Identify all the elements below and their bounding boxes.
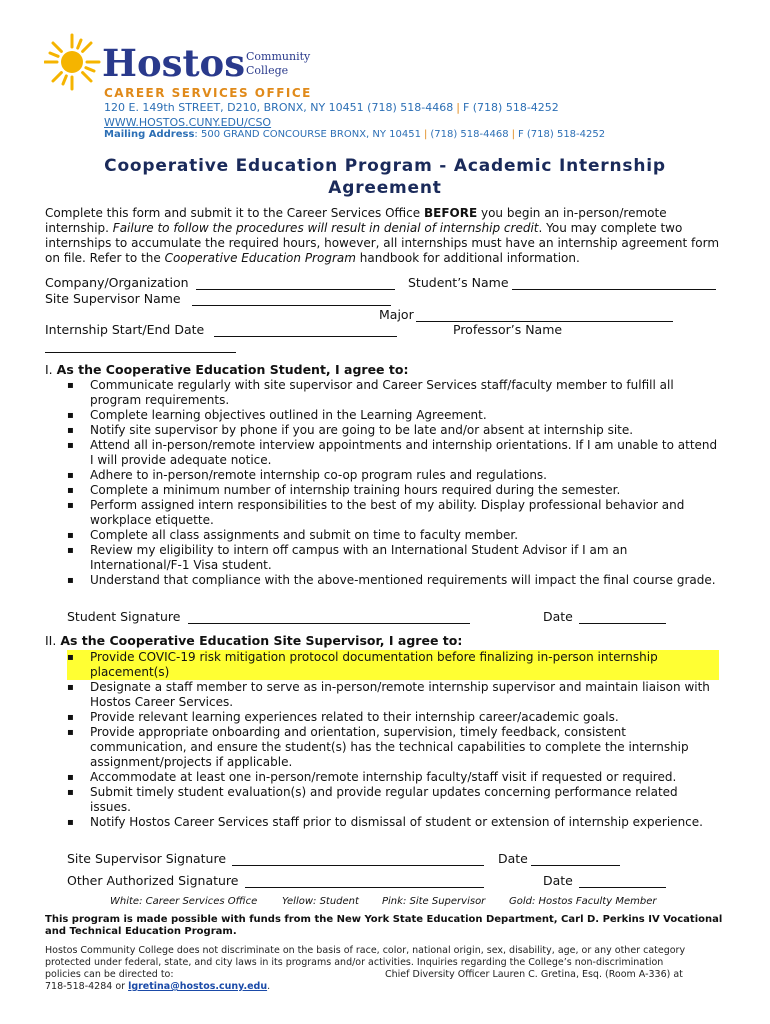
title-line-2: Agreement [328, 178, 442, 198]
notice-text: Chief Diversity Officer Lauren C. Gretina, Esq. (Room A-336) at [385, 969, 683, 980]
major-label: Major [379, 307, 414, 322]
notice-text: . [267, 981, 271, 992]
intro-before: BEFORE [423, 206, 478, 220]
list-item: ▪ Communicate regularly with site supervisor and Career Services staff/faculty member to fulfill all program requirements. [67, 378, 719, 408]
internship-dates-input[interactable] [214, 335, 397, 337]
list-item: ▪ Understand that compliance with the above-mentioned requirements will impact the final course grade. [67, 573, 719, 588]
mailing-address [104, 129, 605, 140]
section-1-heading [45, 362, 408, 377]
office-website-link[interactable]: WWW.HOSTOS.CUNY.EDU/CSO [104, 116, 272, 129]
mailing-address-value: : 500 GRAND CONCOURSE BRONX, NY 10451 [194, 129, 421, 140]
list-item: ▪ Review my eligibility to intern off campus with an International Student Advisor if I am an International/F-1 Visa student. [67, 543, 719, 573]
logo-sub-college: College [246, 64, 289, 77]
copy-white: White: Career Services Office [110, 896, 258, 907]
list-item: ▪ Accommodate at least one in-person/remote internship faculty/staff visit if requested or required. [67, 770, 719, 785]
section-heading-text: As the Cooperative Education Site Supervisor, I agree to: [60, 633, 463, 648]
separator: | [423, 129, 428, 140]
internship-dates-label: Internship Start/End Date [45, 322, 205, 337]
student-date-input[interactable] [579, 622, 666, 624]
professor-name-input[interactable] [45, 351, 236, 353]
mailing-phone: (718) 518-4468 [430, 129, 509, 140]
section-2-heading [45, 633, 462, 648]
title-line-1: Cooperative Education Program - Academic Internship [104, 156, 666, 176]
mailing-address-label: Mailing Address [104, 129, 195, 140]
list-item: ▪ Designate a staff member to serve as in-person/remote internship supervisor and maintain liaison with Hostos Career Services. [67, 680, 719, 710]
supervisor-agreement-list [67, 650, 719, 830]
separator: | [511, 129, 515, 140]
list-item: ▪ Attend all in-person/remote interview appointments and internship orientations. If I am unable to attend I will provide adequate notice. [67, 438, 719, 468]
list-item: ▪ Adhere to in-person/remote internship co-op program rules and regulations. [67, 468, 719, 483]
list-item: ▪ Submit timely student evaluation(s) and provide regular updates concerning performance related issues. [67, 785, 719, 815]
supervisor-date-input[interactable] [531, 864, 620, 866]
intro-warning: Failure to follow the procedures will result in denial of internship credit [112, 221, 539, 235]
other-date-input[interactable] [579, 886, 666, 888]
professor-name-label: Professor’s Name [453, 322, 563, 337]
copy-gold: Gold: Hostos Faculty Member [509, 896, 657, 907]
notice-line [45, 981, 735, 993]
company-label: Company/Organization [45, 275, 189, 290]
list-item: ▪ Complete all class assignments and submit on time to faculty member. [67, 528, 719, 543]
phone-number: (718) 518-4468 [367, 101, 454, 114]
logo-wordmark: Hostos [102, 41, 246, 85]
list-item: ▪ Perform assigned intern responsibilities to the best of my ability. Display professional behavior and workplace etiquette. [67, 498, 719, 528]
other-signature-label: Other Authorized Signature [67, 873, 239, 888]
separator: | [456, 101, 460, 114]
office-address [104, 101, 559, 114]
office-name: CAREER SERVICES OFFICE [104, 86, 312, 100]
supervisor-signature-label: Site Supervisor Signature [67, 851, 227, 866]
intro-text: . You may complete two internships to accumulate the required hours, however, all internships must have an internship agreement form on file. Refer to the [45, 221, 720, 265]
notice-line: protected under federal, state, and city laws in its programs and/or activities. Inquiries regarding the College’s non-discrimination [45, 957, 664, 968]
student-agreement-list [67, 378, 719, 588]
logo-sub-community: Community [246, 50, 311, 63]
list-item: ▪ Provide appropriate onboarding and orientation, supervision, timely feedback, consistent communication, and ensure the student(s) has the technical capabilities to complete the internship assignment/projects if applicable. [67, 725, 719, 770]
copy-pink: Pink: Site Supervisor [382, 896, 486, 907]
hostos-logo [44, 32, 314, 92]
nondiscrimination-notice [45, 945, 735, 993]
notice-text: 718-518-4284 or [45, 981, 129, 992]
supervisor-date-label: Date [498, 851, 528, 866]
list-item-highlighted: ▪ Provide COVIC-19 risk mitigation protocol documentation before finalizing in-person internship placement(s) [67, 650, 719, 680]
diversity-officer-email-link[interactable]: lgretina@hostos.cuny.edu [128, 981, 268, 992]
student-name-label: Student’s Name [408, 275, 509, 290]
list-item: ▪ Complete a minimum number of internship training hours required during the semester. [67, 483, 719, 498]
notice-text: policies can be directed to: [45, 969, 174, 980]
list-item: ▪ Provide relevant learning experiences related to their internship career/academic goals. [67, 710, 719, 725]
student-name-input[interactable] [512, 288, 716, 290]
student-signature-label: Student Signature [67, 609, 181, 624]
list-item: ▪ Notify Hostos Career Services staff prior to dismissal of student or extension of internship experience. [67, 815, 719, 830]
intro-handbook: Cooperative Education Program [164, 251, 356, 265]
street-address: 120 E. 149th STREET, D210, BRONX, NY 10451 [104, 101, 364, 114]
intro-paragraph [45, 206, 725, 266]
site-supervisor-input[interactable] [192, 304, 391, 306]
mailing-fax: F (718) 518-4252 [517, 129, 606, 140]
sun-logo-icon [44, 32, 314, 92]
student-date-label: Date [543, 609, 573, 624]
fax-number: F (718) 518-4252 [462, 101, 559, 114]
copy-yellow: Yellow: Student [282, 896, 359, 907]
list-item: ▪ Complete learning objectives outlined in the Learning Agreement. [67, 408, 719, 423]
intro-text: Complete this form and submit it to the Career Services Office [45, 206, 424, 220]
section-number: II. [45, 633, 61, 648]
intro-text: handbook for additional information. [355, 251, 580, 265]
company-input[interactable] [196, 288, 395, 290]
section-number: I. [45, 362, 57, 377]
supervisor-signature-input[interactable] [232, 864, 484, 866]
notice-line: Hostos Community College does not discriminate on the basis of race, color, national origin, sex, disability, age, or any other category [45, 945, 686, 956]
list-item: ▪ Notify site supervisor by phone if you are going to be late and/or absent at internship site. [67, 423, 719, 438]
page-title [60, 155, 710, 199]
other-date-label: Date [543, 873, 573, 888]
other-signature-input[interactable] [245, 886, 484, 888]
site-supervisor-label: Site Supervisor Name [45, 291, 181, 306]
student-signature-input[interactable] [188, 622, 470, 624]
funding-notice: This program is made possible with funds from the New York State Education Department, Carl D. Perkins IV Vocational and Technical Education Program. [45, 914, 723, 937]
notice-line [45, 969, 735, 981]
section-heading-text: As the Cooperative Education Student, I agree to: [56, 362, 409, 377]
intro-text: you begin an in-person/remote internship. [45, 206, 667, 235]
